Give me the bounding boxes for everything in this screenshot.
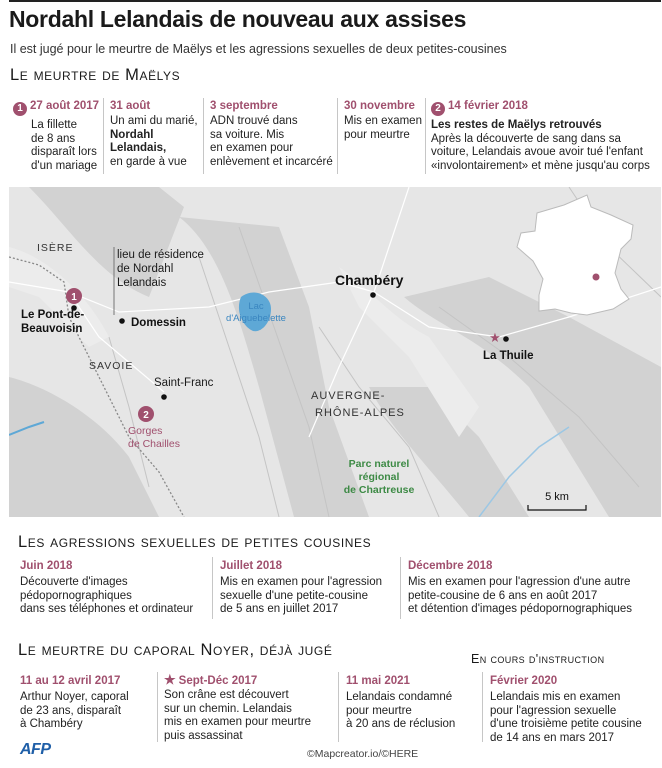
page-title: Nordahl Lelandais de nouveau aux assises	[9, 6, 467, 32]
event-text: sexuelle d'une petite-cousine	[220, 589, 368, 602]
timeline-event	[346, 675, 455, 732]
map	[9, 187, 661, 517]
label-chambery: Chambéry	[335, 272, 404, 288]
label-parc-line2: régional	[358, 471, 400, 483]
marker-1-label: 1	[71, 292, 77, 303]
event-date: Février 2020	[490, 675, 558, 687]
event-date: 31 août	[110, 100, 151, 112]
chambery-dot	[370, 292, 376, 298]
domessin-dot	[119, 318, 125, 324]
label-region-line2: RHÔNE-ALPES	[315, 407, 405, 419]
timeline-event	[490, 675, 642, 745]
event-text: Lelandais,	[110, 142, 167, 154]
event-text: Lelandais mis en examen	[490, 691, 621, 703]
event-text: de 8 ans	[31, 132, 76, 145]
label-savoie: SAVOIE	[89, 360, 134, 372]
event-date: Décembre 2018	[408, 560, 493, 572]
label-residence-line3: Lelandais	[117, 277, 167, 289]
event-headline: Les restes de Maëlys retrouvés	[431, 119, 602, 131]
marker-1-badge: 1	[13, 102, 27, 116]
label-region-line1: AUVERGNE-	[311, 390, 386, 402]
event-date: 3 septembre	[210, 100, 278, 112]
divider	[212, 557, 213, 619]
event-text: petite-cousine de 6 ans en août 2017	[408, 589, 598, 602]
event-date: 14 février 2018	[448, 100, 528, 112]
event-text: enlèvement et incarcéré	[210, 155, 333, 168]
event-text: Un ami du marié,	[110, 115, 198, 127]
event-text: Après la découverte de sang dans sa	[431, 132, 621, 145]
label-domessin: Domessin	[131, 317, 186, 329]
scale-label: 5 km	[545, 491, 569, 503]
label-pont-line1: Le Pont-de-	[21, 309, 85, 321]
event-text: et détention d'images pédopornographiques	[408, 603, 633, 615]
divider	[337, 98, 338, 174]
event-text: puis assassinat	[164, 729, 243, 742]
event-text: ADN trouvé dans	[210, 115, 298, 127]
event-text: sur un chemin. Lelandais	[164, 702, 292, 715]
star-marker: ★	[489, 330, 501, 345]
timeline-event	[20, 560, 193, 617]
label-lake-line2: d'Aiguebelette	[226, 313, 286, 324]
label-la-thuile: La Thuile	[483, 350, 534, 362]
event-date: Juin 2018	[20, 560, 73, 572]
event-date: Juillet 2018	[220, 560, 283, 572]
event-text: en garde à vue	[110, 155, 187, 168]
label-gorges-line2: de Chailles	[128, 438, 180, 450]
event-text: Découverte d'images	[20, 576, 128, 588]
divider	[400, 557, 401, 619]
event-text: de 23 ans, disparaît	[20, 704, 122, 717]
event-date: 27 août 2017	[30, 100, 100, 112]
event-date: 11 mai 2021	[346, 675, 410, 687]
event-text: d'un mariage	[31, 159, 98, 172]
marker-2-label: 2	[143, 410, 149, 421]
timeline-event	[164, 672, 311, 743]
event-text: pour l'agression sexuelle	[490, 704, 617, 717]
section-heading-agressions: Les agressions sexuelles de petites cousines	[18, 533, 372, 551]
event-text: en examen pour	[210, 142, 294, 154]
label-saint-franc: Saint-Franc	[154, 377, 214, 389]
event-text: de 5 ans en juillet 2017	[220, 603, 339, 615]
label-residence-line1: lieu de résidence	[117, 249, 204, 261]
section-heading-instruction: En cours d'instruction	[471, 652, 605, 666]
event-text: Lelandais condamné	[346, 691, 453, 703]
timeline-event	[110, 100, 198, 169]
event-text: sa voiture. Mis	[210, 128, 285, 141]
event-text: pédopornographiques	[20, 589, 132, 602]
event-text: Son crâne est découvert	[164, 689, 289, 701]
la-thuile-dot	[503, 336, 509, 342]
event-text: disparaît lors	[31, 146, 97, 158]
afp-logo: AFP	[20, 741, 51, 758]
map-credit: ©Mapcreator.io/©HERE	[307, 748, 419, 760]
divider	[482, 672, 483, 742]
section-heading-noyer: Le meurtre du caporal Noyer, déjà jugé	[18, 641, 333, 659]
event-text: pour meurtre	[346, 704, 412, 717]
divider	[425, 98, 426, 174]
event-date: Sept-Déc 2017	[178, 675, 258, 687]
timeline-event	[210, 100, 333, 169]
timeline-event	[431, 100, 650, 173]
event-text: Arthur Noyer, caporal	[20, 691, 129, 703]
label-parc-line1: Parc naturel	[348, 458, 410, 470]
timeline-event	[220, 560, 382, 617]
event-date: 30 novembre	[344, 100, 415, 112]
event-text: Mis en examen	[344, 115, 422, 127]
divider	[338, 672, 339, 742]
divider	[203, 98, 204, 174]
page-subtitle: Il est jugé pour le meurtre de Maëlys et les agressions sexuelles de deux petites-cousines	[10, 42, 507, 56]
event-text: Nordahl	[110, 128, 154, 141]
timeline-event	[20, 675, 129, 732]
event-text: La fillette	[31, 119, 78, 131]
timeline-event	[13, 100, 99, 173]
star-icon: ★	[164, 672, 176, 687]
event-text: «involontairement» et mène jusqu'au corps	[431, 159, 650, 172]
label-pont-line2: Beauvoisin	[21, 323, 83, 335]
divider	[103, 98, 104, 174]
saint-franc-dot	[161, 394, 167, 400]
label-lake-line1: Lac	[248, 301, 264, 312]
section-heading-maelys: Le meurtre de Maëlys	[10, 66, 181, 84]
event-text: à Chambéry	[20, 718, 83, 730]
inset-location-dot	[593, 274, 600, 281]
event-text: de 14 ans en mars 2017	[490, 731, 615, 744]
label-isere: ISÈRE	[37, 242, 74, 254]
top-rule	[9, 0, 661, 2]
event-text: d'une troisième petite cousine	[490, 718, 642, 730]
divider	[157, 672, 158, 742]
marker-2-badge: 2	[431, 102, 445, 116]
timeline-event	[344, 100, 422, 142]
event-text: pour meurtre	[344, 128, 410, 141]
event-text: à 20 ans de réclusion	[346, 718, 456, 730]
label-gorges-line1: Gorges	[128, 425, 163, 437]
event-text: Mis en examen pour l'agression d'une autre	[408, 576, 631, 588]
label-residence-line2: de Nordahl	[117, 263, 174, 275]
label-parc-line3: de Chartreuse	[343, 484, 415, 496]
event-text: voiture, Lelandais avoue avoir tué l'enfant	[431, 146, 643, 158]
event-date: 11 au 12 avril 2017	[20, 675, 121, 687]
event-text: Mis en examen pour l'agression	[220, 576, 382, 588]
event-text: dans ses téléphones et ordinateur	[20, 603, 194, 615]
timeline-event	[408, 560, 632, 617]
event-text: mis en examen pour meurtre	[164, 716, 312, 728]
